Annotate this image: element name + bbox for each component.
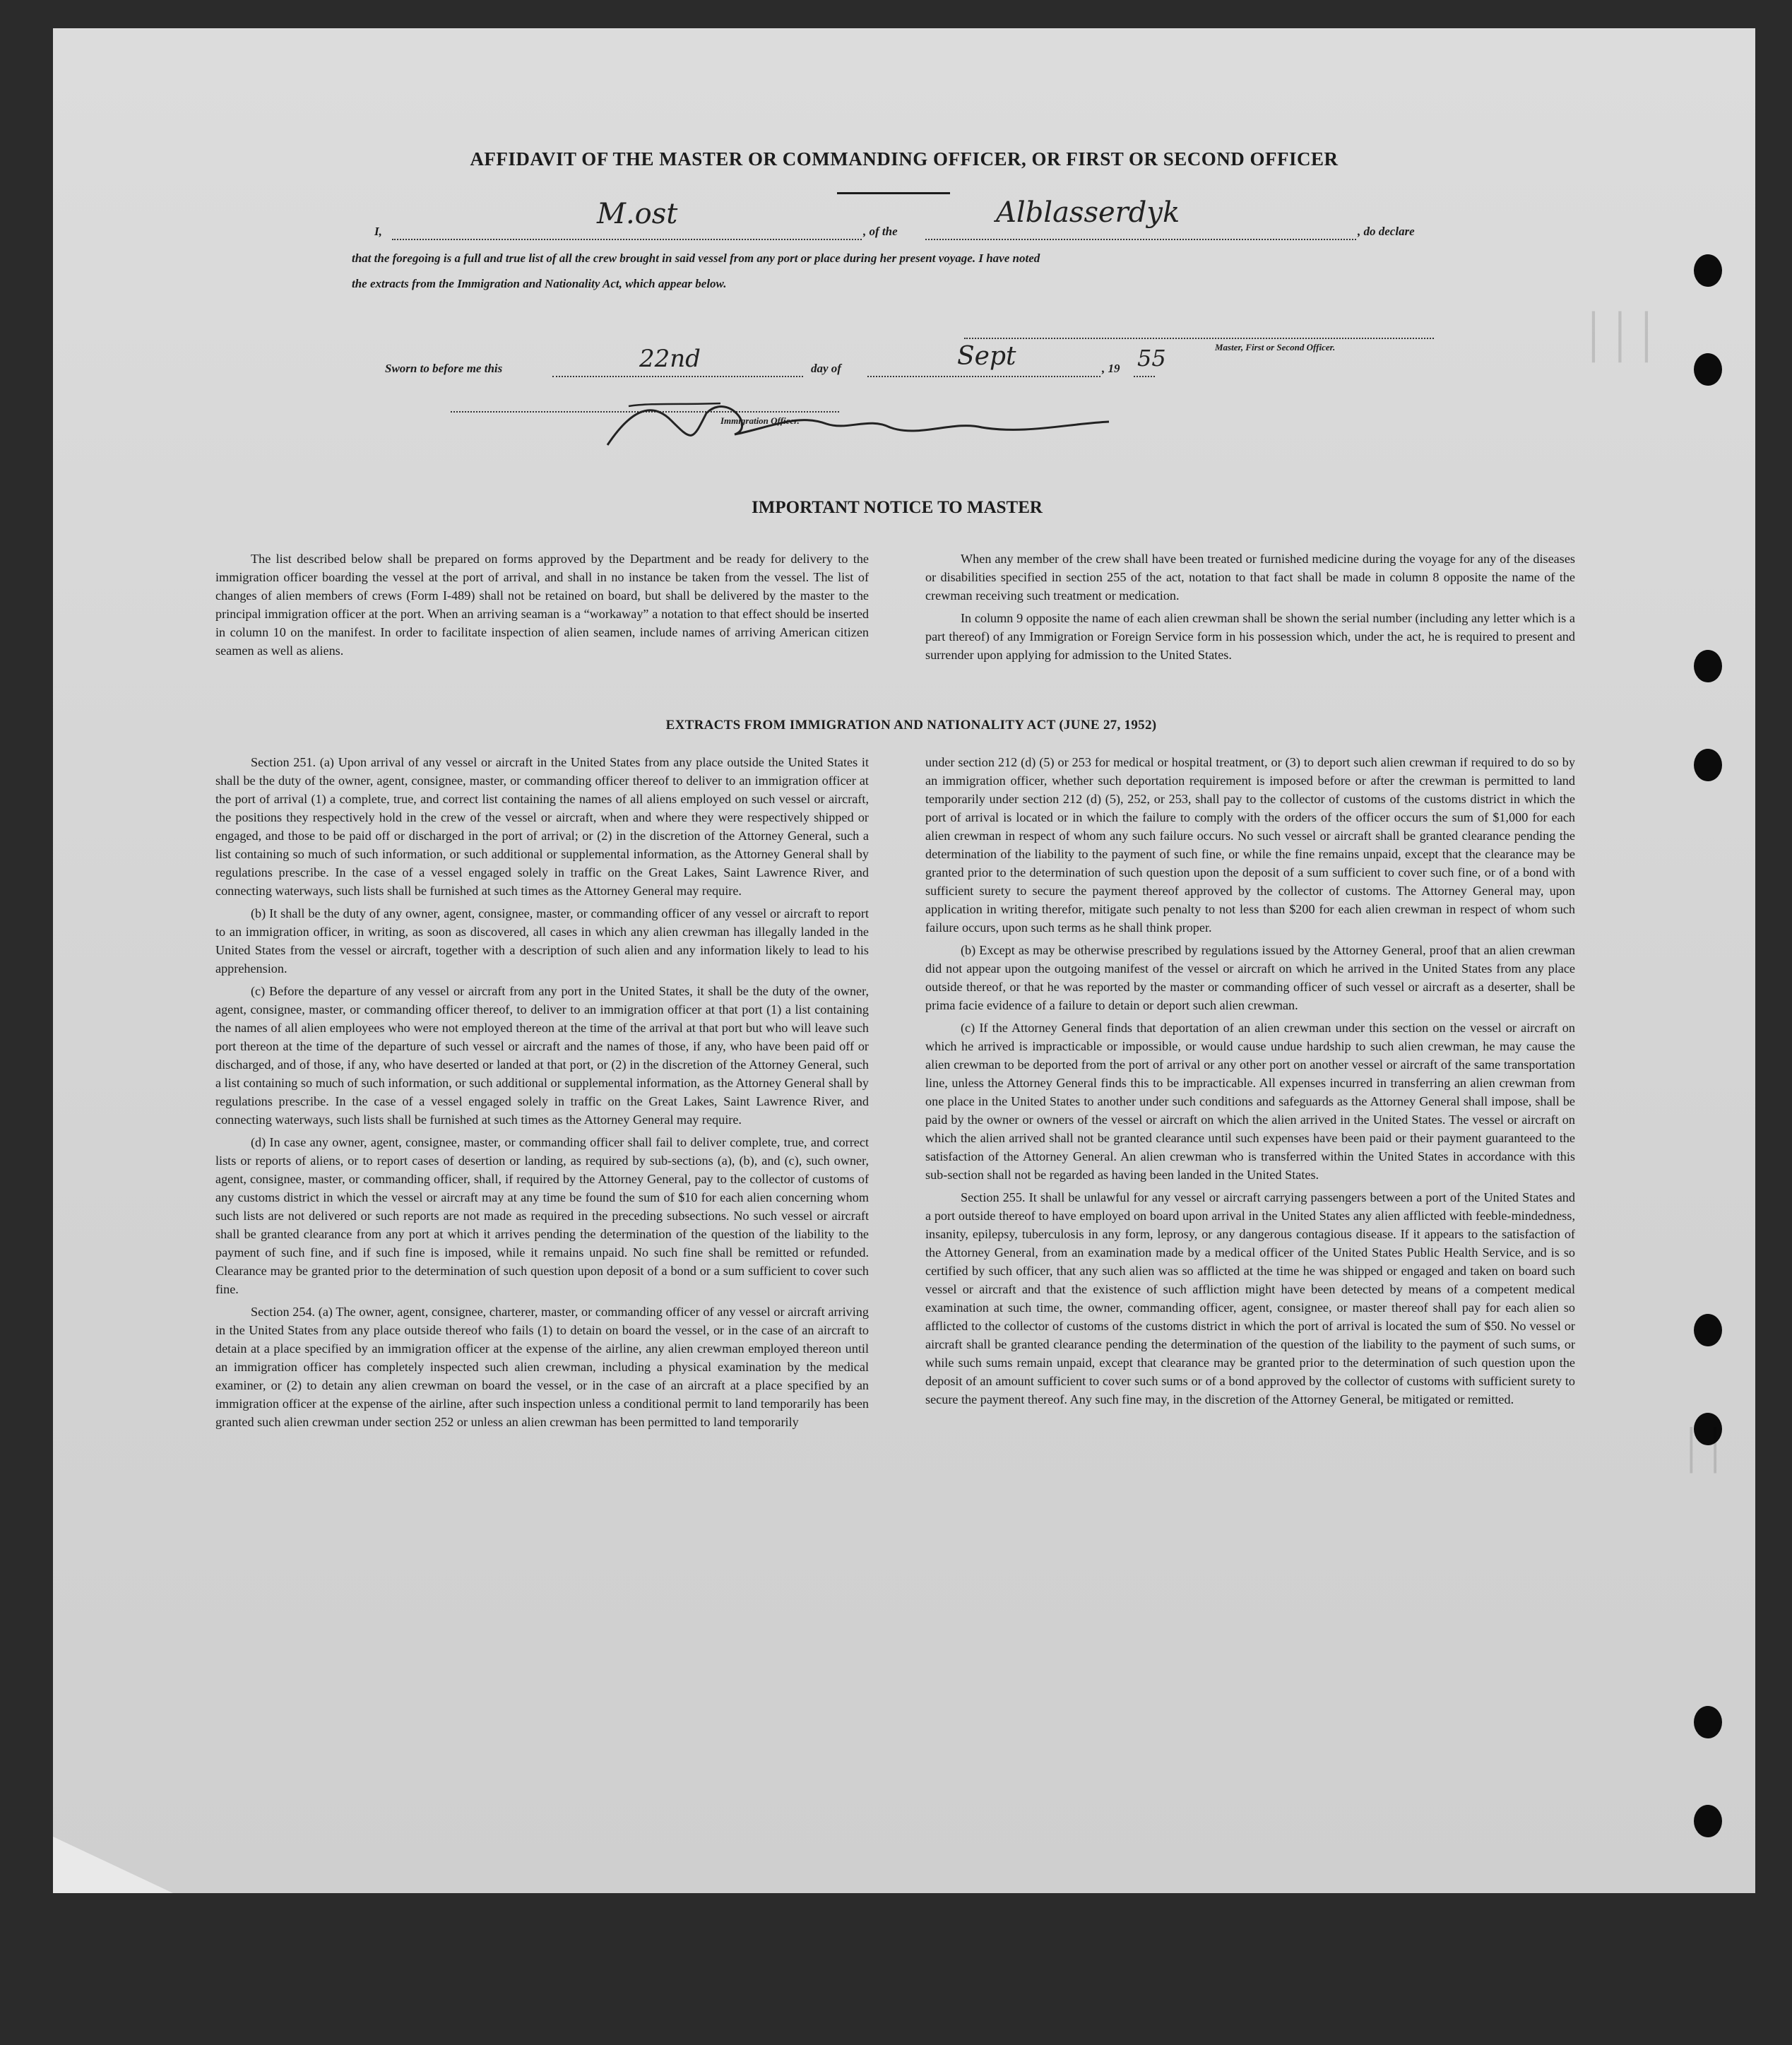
bleed-through-mark: │││ bbox=[1582, 312, 1662, 359]
extract-paragraph: Section 255. It shall be unlawful for any vessel or aircraft carrying passengers between a port of the United States and a port outside thereof to have employed on board upon arrival in the United States any alien afflicted with feeble-mindedness, insanity, epilepsy, tuberculosis in any form, leprosy, or any dangerous contagious disease. If it appears to the satisfaction of the Attorney General, from an examination made by a medical officer of the United States Public Health Service, and is so certified by such officer, that any such alien was so afflicted at the time he was shipped or engaged and taken on board such vessel or aircraft and that the existence of such affliction might have been detected by means of a competent medical examination at such time, the owner, commanding officer, agent, consignee, or master thereof shall pay for each alien so afflicted to the collector of customs of the customs district in which the port of arrival is located the sum of $50. No vessel or aircraft shall be granted clearance pending the determination of the question of the liability to the payment of such sums, or while such sums remain unpaid, except that clearance may be granted prior to the determination of such question upon the deposit of an amount sufficient to cover such sums or of a bond approved by the collector of customs with sufficient surety to secure the payment thereof. Any such fine may, in the discretion of the Attorney General, be mitigated or remitted. bbox=[925, 1190, 1575, 1406]
sworn-month-handwritten: Sept bbox=[957, 342, 1016, 371]
officer-name-signature: M.ost bbox=[597, 198, 678, 230]
extract-paragraph: (b) Except as may be otherwise prescribed by regulations issued by the Attorney General, proof that an alien crewman did not appear upon the outgoing manifest of the vessel or aircraft on which he arrived in the United States from any place outside thereof, or that he was reported by the master or commanding officer of such vessel or aircraft as a deserter, shall be prima facie evidence of a failure to detain or deport such alien crewman. bbox=[925, 943, 1575, 1012]
declaration-line-2: the extracts from the Immigration and Nationality Act, which appear below. bbox=[352, 277, 727, 290]
affidavit-title: AFFIDAVIT OF THE MASTER OR COMMANDING OFFICER, OR FIRST OR SECOND OFFICER bbox=[470, 148, 1339, 170]
master-caption: Master, First or Second Officer. bbox=[1215, 342, 1336, 352]
punch-hole bbox=[1694, 749, 1722, 781]
extract-paragraph: (c) Before the departure of any vessel or aircraft from any port in the United States, it shall be the duty of the owner, agent, consignee, master, or commanding officer thereof, to deliver to an immigration officer at that port (1) a list containing the names of all alien employees who were not employed thereon at the time of the arrival at that port but who will leave such port thereon at the time of the departure of such vessel or aircraft and the names of those, if any, who have been paid off or discharged, and of those, if any, who have deserted or landed at that port, or (2) in the discretion of the Attorney General, such a list containing so much of such information, or such additional or supplemental information, as the Attorney General shall by regulations prescribe. In the case of a vessel engaged solely in traffic on the Great Lakes, Saint Lawrence River, and connecting waterways, such lists shall be furnished at such times as the Attorney General may require. bbox=[215, 984, 869, 1127]
notice-title: IMPORTANT NOTICE TO MASTER bbox=[752, 498, 1043, 517]
year-prefix: , 19 bbox=[1102, 362, 1120, 375]
master-signature-line bbox=[964, 338, 1434, 339]
sworn-label: Sworn to before me this bbox=[385, 362, 503, 375]
extracts-right-column bbox=[925, 753, 1575, 1413]
punch-hole bbox=[1694, 254, 1722, 287]
do-declare-label: , do declare bbox=[1358, 225, 1415, 238]
punch-hole bbox=[1694, 1314, 1722, 1346]
punch-hole bbox=[1694, 1706, 1722, 1738]
year-line bbox=[1134, 376, 1155, 377]
punch-hole bbox=[1694, 353, 1722, 386]
title-rule bbox=[837, 192, 950, 194]
vessel-name-handwritten: Alblasserdyk bbox=[996, 196, 1180, 229]
of-the-label: , of the bbox=[863, 225, 898, 238]
extract-paragraph: Section 254. (a) The owner, agent, consignee, charterer, master, or commanding officer of any vessel or aircraft arriving in the United States from any place outside thereof who fails (1) to detain on board the vessel, or in the case of an aircraft to detain at a place specified by an immigration officer at the expense of the airline, any alien crewman employed thereon until an immigration officer has completely inspected such alien crewman, including a physical examination by the medical examiner, or (2) to detain any alien crewman on board the vessel, or in the case of an aircraft at a place specified by an immigration officer at the expense of the airline, after such inspection unless a conditional permit to land temporarily has been granted such alien crewman under section 252 or unless an alien crewman has been permitted to land temporarily bbox=[215, 1305, 869, 1429]
extract-paragraph: (c) If the Attorney General finds that deportation of an alien crewman under this section on the vessel or aircraft on which he arrived is impracticable or impossible, or would cause undue hardship to such alien crewman, he may cause the alien crewman to be deported from the port of arrival or any other port on another vessel or aircraft of the same transportation line, unless the Attorney General finds this to be impracticable. All expenses incurred in transferring an alien crewman from one place in the United States to another under such conditions and safeguards as the Attorney General shall impose, shall be paid by the owner or owners of the vessel or aircraft on which the alien arrived in the United States. The vessel or aircraft on which the alien arrived shall not be granted clearance until such expenses have been paid or their payment guaranteed to the satisfaction of the Attorney General. An alien crewman who is transferred within the United States in accordance with this sub-section shall not be regarded as having been landed in the United States. bbox=[925, 1021, 1575, 1182]
vessel-name-line bbox=[925, 239, 1356, 240]
extract-paragraph: under section 212 (d) (5) or 253 for medical or hospital treatment, or (3) to deport such alien crewman if required to do so by an immigration officer, whether such deportation requirement is imposed before or after the crewman is permitted to land temporarily under section 212 (d) (5), 252, or 253, shall pay to the collector of customs of the customs district in which the port of arrival is located or in which the failure to comply with the orders of the officer occurs the sum of $1,000 for each alien crewman in respect of whom any such failure occurs. No such vessel or aircraft shall be granted clearance pending the determination of the liability to the payment of such fine, or while the fine remains unpaid, except that the clearance may be granted prior to the determination of such question upon the deposit of a sum sufficient to cover such fine, or of a bond with sufficient surety to secure the payment thereof approved by the collector of customs. The Attorney General may, upon application in writing therefor, mitigate such penalty to not less than $200 for each alien crewman in respect of whom such failure occurs, upon such terms as he shall think proper. bbox=[925, 755, 1575, 935]
day-of-label: day of bbox=[811, 362, 841, 375]
notice-left-paragraph: The list described below shall be prepared on forms approved by the Department and be ready for delivery to the immigration officer boarding the vessel at the port of arrival, and shall in no instance be taken from the vessel. The list of changes of alien members of crews (Form I-489) shall not be retained on board, but shall be delivered by the master to the principal immigration officer at the port. When an arriving seaman is a “workaway” a notation to that effect should be inserted in column 10 on the manifest. In order to facilitate inspection of alien seamen, include names of arriving American citizen seamen as well as aliens. bbox=[215, 552, 869, 658]
notice-right-paragraph-2: In column 9 opposite the name of each alien crewman shall be shown the serial number (including any letter which is a part thereof) of any Immigration or Foreign Service form in his possession which, under the act, he is required to present and surrender upon applying for admission to the United States. bbox=[925, 611, 1575, 662]
sworn-day-line bbox=[552, 376, 803, 377]
i-label: I, bbox=[374, 225, 382, 238]
declaration-line-1: that the foregoing is a full and true list of all the crew brought in said vessel from any port or place during her present voyage. I have noted bbox=[352, 251, 1040, 265]
punch-hole bbox=[1694, 1805, 1722, 1837]
notice-left-column bbox=[215, 550, 869, 664]
notice-right-paragraph-1: When any member of the crew shall have been treated or furnished medicine during the voyage for any of the diseases or disabilities specified in section 255 of the act, notation to that fact shall be made in column 8 opposite the name of the crewman receiving such treatment or medication. bbox=[925, 552, 1575, 603]
extract-paragraph: (b) It shall be the duty of any owner, agent, consignee, master, or commanding officer of any vessel or aircraft to report to an immigration officer, in writing, as soon as discovered, all cases in which any alien crewman has illegally landed in the United States from the vessel or aircraft, together with a description of such alien and any information likely to lead to his apprehension. bbox=[215, 906, 869, 976]
extract-paragraph: Section 251. (a) Upon arrival of any vessel or aircraft in the United States from any place outside the United States it shall be the duty of the owner, agent, consignee, master, or commanding officer thereof to deliver to an immigration officer at the port of arrival (1) a complete, true, and correct list containing the names of all aliens employed on such vessel or aircraft, the positions they respectively hold in the crew of the vessel or aircraft, when and where they were respectively shipped or engaged, and those to be paid off or discharged in the port of arrival; or (2) in the discretion of the Attorney General, such a list containing so much of such information, or such additional or supplemental information, as the Attorney General shall by regulations prescribe. In the case of a vessel engaged solely in traffic on the Great Lakes, Saint Lawrence River, and connecting waterways, such lists shall be furnished at such times as the Attorney General may require. bbox=[215, 755, 869, 898]
year-handwritten: 55 bbox=[1137, 345, 1166, 372]
extract-paragraph: (d) In case any owner, agent, consignee, master, or commanding officer shall fail to deliver complete, true, and correct lists or reports of aliens, or to report cases of desertion or landing, as required by sub-sections (a), (b), and (c), such owner, agent, consignee, master, or commanding officer, shall, if required by the Attorney General, pay to the collector of customs of any customs district in which the vessel or aircraft may at any time be found the sum of $10 for each alien concerning whom such lists are not delivered or such reports are not made as required in the preceding subsections. No such vessel or aircraft shall be granted clearance from any port at which it arrives pending the determination of the question of the liability to the payment of such fine, and if such fine is imposed, while it remains unpaid. No such fine shall be remitted or refunded. Clearance may be granted prior to the determination of such question upon deposit of a bond or a sum sufficient to cover such fine. bbox=[215, 1135, 869, 1296]
punch-hole bbox=[1694, 650, 1722, 682]
page-fold bbox=[53, 1837, 173, 1893]
notice-right-column bbox=[925, 550, 1575, 668]
sworn-month-line bbox=[867, 376, 1100, 377]
extracts-left-column bbox=[215, 753, 869, 1435]
bleed-through-mark: ││ bbox=[1681, 1428, 1729, 1470]
officer-name-line bbox=[392, 239, 862, 240]
immigration-officer-signature bbox=[586, 385, 1123, 456]
sworn-day-handwritten: 22nd bbox=[639, 345, 701, 373]
immigration-officer-caption: Immigration Officer. bbox=[720, 415, 800, 426]
extracts-title: EXTRACTS FROM IMMIGRATION AND NATIONALITY ACT (JUNE 27, 1952) bbox=[665, 718, 1157, 733]
